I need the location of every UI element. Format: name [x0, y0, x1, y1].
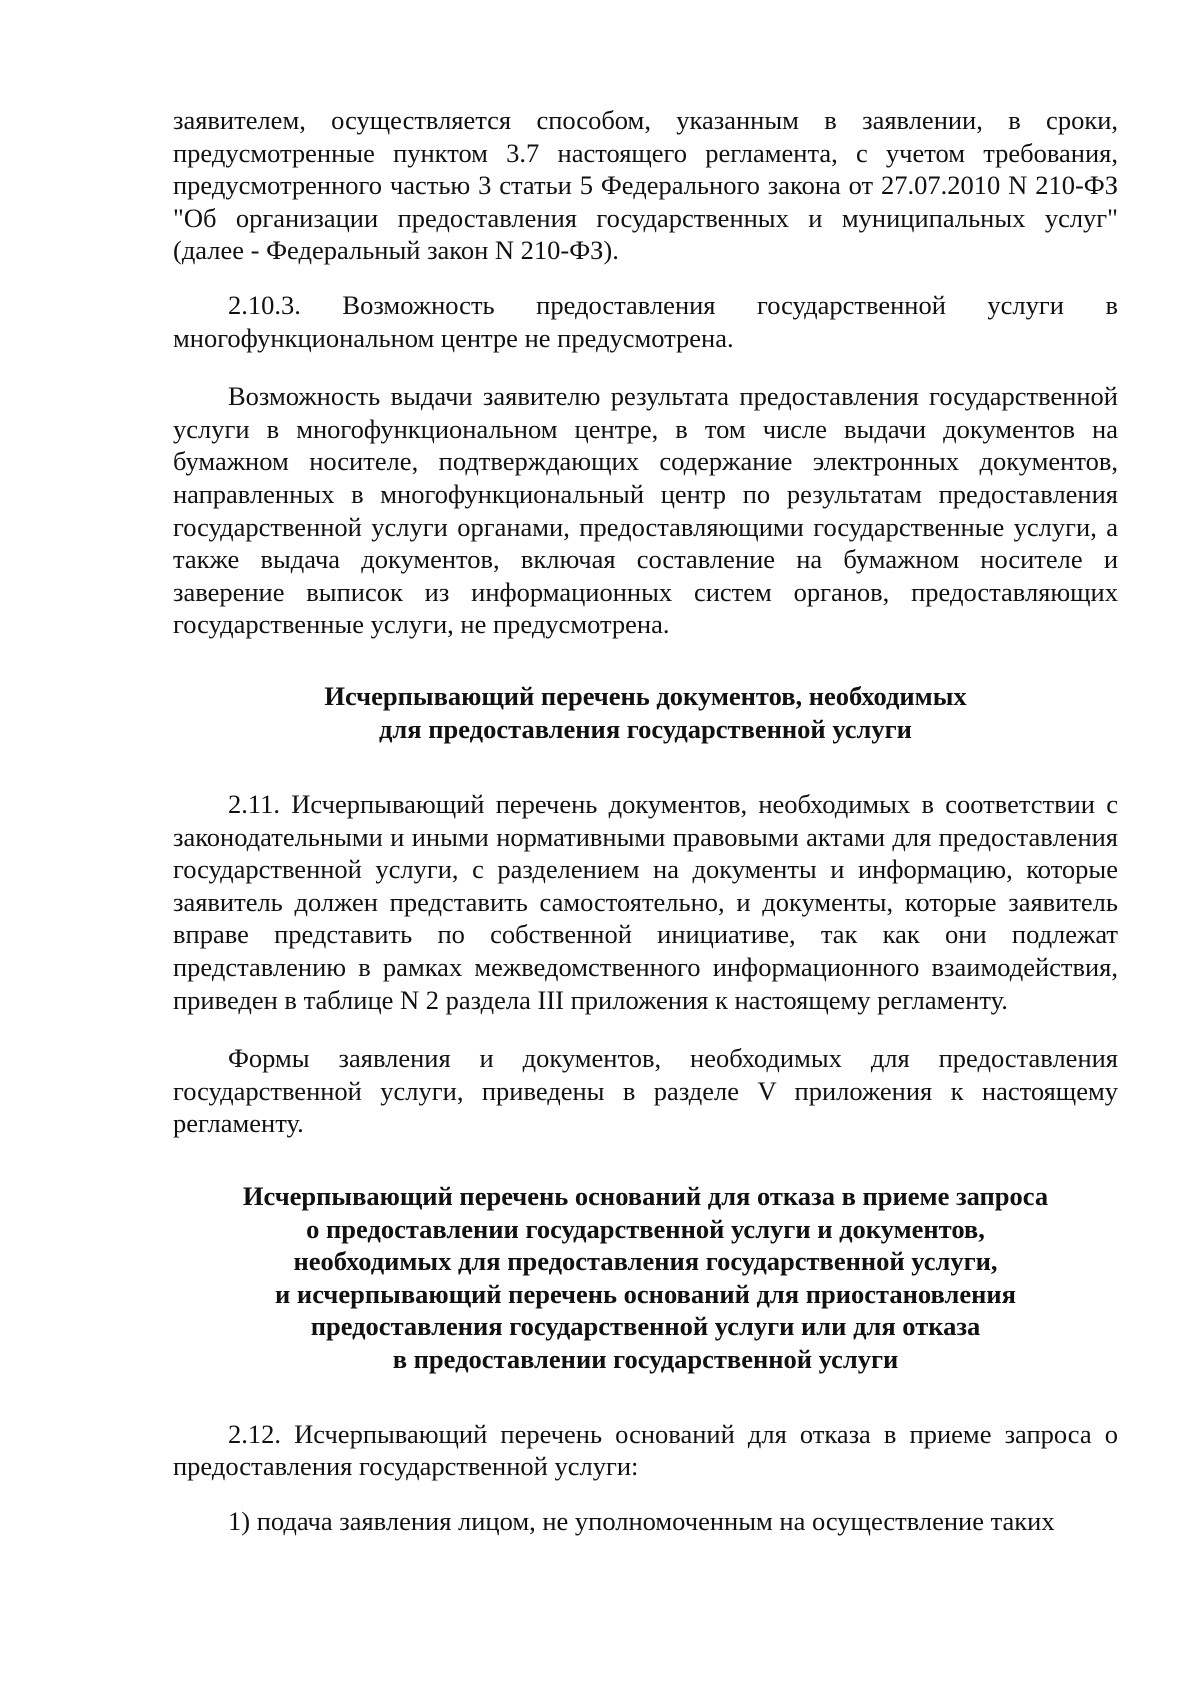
heading-line: о предоставлении государственной услуги и документов,: [306, 1213, 985, 1244]
heading-line: для предоставления государственной услуги: [379, 713, 912, 744]
section-heading-refusal-grounds: [173, 1180, 1118, 1376]
heading-line: необходимых для предоставления государственной услуги,: [293, 1246, 998, 1277]
heading-line: Исчерпывающий перечень оснований для отказа в приеме запроса: [242, 1181, 1049, 1212]
section-heading-documents: [173, 680, 1118, 745]
paragraph-2-10-3: 2.10.3. Возможность предоставления государственной услуги в многофункциональном центре не предусмотрена.: [173, 289, 1118, 353]
list-item-1: 1) подача заявления лицом, не уполномоченным на осуществление таких: [228, 1505, 1055, 1536]
heading-line: предоставления государственной услуги или для отказа: [310, 1311, 981, 1342]
paragraph-continuation: заявителем, осуществляется способом, указанным в заявлении, в сроки, предусмотренные пунктом 3.7 настоящего регламента, с учетом требования, предусмотренного частью 3 статьи 5 Федерального закона от 27.07.2010 N 210-ФЗ "Об организации предоставления государственных и муниципальных услуг" (далее - Федеральный закон N 210-ФЗ).: [173, 105, 1118, 266]
paragraph-forms: Формы заявления и документов, необходимых для предоставления государственной услуги, приведены в разделе V приложения к настоящему регламенту.: [173, 1043, 1118, 1139]
document-page: [173, 104, 1118, 1537]
paragraph-2-12: 2.12. Исчерпывающий перечень оснований для отказа в приеме запроса о предоставления государственной услуги:: [173, 1418, 1118, 1482]
heading-line: в предоставлении государственной услуги: [392, 1344, 899, 1374]
heading-line: Исчерпывающий перечень документов, необходимых: [324, 680, 967, 711]
paragraph-mfc-results: Возможность выдачи заявителю результата предоставления государственной услуги в многофункциональном центре, в том числе выдачи документов на бумажном носителе, подтверждающих содержание электронных документов, направленных в многофункциональный центр по результатам предоставления государственной услуги органами, предоставляющими государственные услуги, а также выдача документов, включая составление на бумажном носителе и заверение выписок из информационных систем органов, предоставляющих государственные услуги, не предусмотрена.: [173, 381, 1118, 640]
heading-line: и исчерпывающий перечень оснований для приостановления: [275, 1278, 1016, 1309]
paragraph-2-11: 2.11. Исчерпывающий перечень документов, необходимых в соответствии с законодательными и иными нормативными правовыми актами для предоставления государственной услуги, с разделением на документы и информацию, которые заявитель должен представить самостоятельно, и документы, которые заявитель вправе представить по собственной инициативе, так как они подлежат представлению в рамках межведомственного информационного взаимодействия, приведен в таблице N 2 раздела III приложения к настоящему регламенту.: [173, 789, 1118, 1015]
